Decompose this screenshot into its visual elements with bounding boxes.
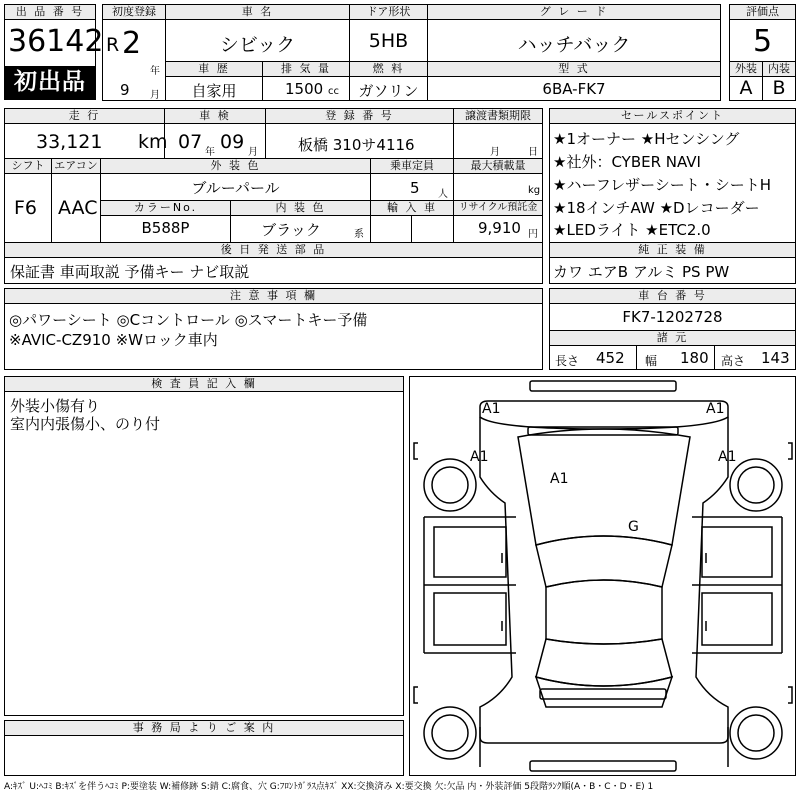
dims-label: 諸 元 <box>550 331 795 345</box>
notes-line: ◎パワーシート ◎Cコントロール ◎スマートキー予備 <box>9 311 368 329</box>
interior-unit: 系 <box>354 229 364 240</box>
lot-number: 36142 <box>8 24 104 59</box>
import-label: 輸 入 車 <box>371 201 453 215</box>
car-outline-diagram <box>410 377 795 775</box>
history: 自家用 <box>191 82 237 100</box>
disp-unit: cc <box>328 86 339 97</box>
mileage: 33,121 <box>36 131 103 153</box>
insp-month: 09 <box>220 131 245 153</box>
insp-year-unit: 年 <box>205 147 215 158</box>
plate-label: 登 録 番 号 <box>266 109 453 123</box>
int-label: 内装 <box>763 62 795 76</box>
office-label: 事 務 局 よ り ご 案 内 <box>5 721 403 735</box>
car-diagram <box>409 376 796 776</box>
ac: AAC <box>58 197 98 219</box>
ac-label: エアコン <box>52 159 100 173</box>
deadline-month: 月 <box>490 147 500 158</box>
reg-month-unit: 月 <box>150 90 160 101</box>
inspector-note: 室内内張傷小、のり付 <box>10 415 161 433</box>
fuel-label: 燃 料 <box>350 62 427 76</box>
int-grade: B <box>772 77 786 99</box>
inspector-note: 外装小傷有り <box>10 397 101 415</box>
damage-mark: A1 <box>470 449 489 465</box>
lot-no-label: 出 品 番 号 <box>5 5 95 19</box>
sales-line: ★18インチAW ★Dレコーダー <box>553 199 760 217</box>
grade-label: グ レ ー ド <box>428 5 720 19</box>
first-listing-badge: 初出品 <box>5 66 95 99</box>
era: R <box>106 34 120 56</box>
color-no-label: カラーNo. <box>101 201 230 215</box>
door-type: 5HB <box>368 30 409 52</box>
ext-label: 外装 <box>730 62 762 76</box>
reg-year: 2 <box>122 26 142 61</box>
interior-label: 内 装 色 <box>231 201 370 215</box>
insp-year: 07 <box>178 131 203 153</box>
later-parts: 保証書 車両取説 予備キー ナビ取説 <box>10 263 250 281</box>
inspection-label: 車 検 <box>165 109 265 123</box>
fuel: ガソリン <box>358 82 419 100</box>
legend: A:ｷｽﾞ U:ﾍｺﾐ B:ｷｽﾞを伴うﾍｺﾐ P:要塗装 W:補修跡 S:錆 C:腐食、穴 G:ﾌﾛﾝﾄｶﾞﾗｽ点ｷｽﾞ XX:交換済み X:要交換 欠:欠品 内・外装評価 5段階ﾗﾝｸ順(A・B・C・D・E) 1 <box>4 782 654 792</box>
doors-label: ドア形状 <box>350 5 427 19</box>
displacement: 1500 <box>285 80 324 98</box>
length-label: 長さ <box>555 354 580 368</box>
sales-line: ★1オーナー ★Hセンシング <box>553 130 740 148</box>
width: 180 <box>680 349 709 367</box>
grade: ハッチバック <box>517 34 631 56</box>
deadline-day: 日 <box>528 147 538 158</box>
standard-equipment: カワ エアB アルミ PS PW <box>553 263 730 281</box>
ext-grade: A <box>739 77 753 99</box>
seats-label: 乗車定員 <box>371 159 453 173</box>
deadline-label: 譲渡書類期限 <box>454 109 542 123</box>
sales-line: ★LEDライト ★ETC2.0 <box>553 221 711 239</box>
mileage-label: 走 行 <box>5 109 164 123</box>
score-label: 評価点 <box>730 5 795 19</box>
reg-month: 9 <box>120 81 130 99</box>
damage-mark: A1 <box>550 471 569 487</box>
exterior-color: ブルーパール <box>191 179 280 197</box>
car-name: シビック <box>219 34 296 56</box>
inspector-label: 検 査 員 記 入 欄 <box>5 377 403 391</box>
notes-label: 注 意 事 項 欄 <box>5 289 542 303</box>
chassis-number: FK7-1202728 <box>622 308 723 326</box>
shift-label: シフト <box>5 159 51 173</box>
later-label: 後 日 発 送 部 品 <box>5 243 542 257</box>
load-unit: kg <box>528 185 541 196</box>
interior-color: ブラック <box>261 221 321 239</box>
disp-label: 排 気 量 <box>263 62 349 76</box>
reg-label: 初度登録 <box>103 5 165 19</box>
sales-line: ★ハーフレザーシート・シートH <box>553 176 772 194</box>
width-label: 幅 <box>645 354 658 368</box>
color-number: B588P <box>141 219 190 237</box>
mileage-unit: km <box>138 131 168 153</box>
damage-mark: A1 <box>482 401 501 417</box>
name-label: 車 名 <box>166 5 349 19</box>
length: 452 <box>596 349 625 367</box>
color-label: 外 装 色 <box>101 159 370 173</box>
notes-line: ※AVIC-CZ910 ※Wロック車内 <box>9 331 218 349</box>
recycle-unit: 円 <box>528 229 538 240</box>
history-label: 車 歴 <box>166 62 262 76</box>
damage-mark: G <box>628 519 639 535</box>
load-label: 最大積載量 <box>454 159 542 173</box>
height: 143 <box>761 349 790 367</box>
model-label: 型 式 <box>428 62 720 76</box>
seats: 5 <box>410 179 420 197</box>
recycle-label: リサイクル預託金 <box>454 201 542 215</box>
sales-line: ★社外：CYBER NAVI <box>553 153 701 171</box>
chassis-label: 車 台 番 号 <box>550 289 795 303</box>
damage-mark: A1 <box>718 449 737 465</box>
seats-unit: 人 <box>438 189 448 200</box>
height-label: 高さ <box>721 354 746 368</box>
shift: F6 <box>14 197 38 219</box>
equip-label: 純 正 装 備 <box>550 243 795 257</box>
damage-mark: A1 <box>706 401 725 417</box>
insp-month-unit: 月 <box>248 147 258 158</box>
model-code: 6BA-FK7 <box>542 80 606 98</box>
reg-year-unit: 年 <box>150 66 160 77</box>
plate-number: 板橋 310サ4116 <box>298 136 415 154</box>
sales-label: セールスポイント <box>550 109 795 123</box>
score: 5 <box>752 24 773 59</box>
recycle-fee: 9,910 <box>478 219 521 237</box>
